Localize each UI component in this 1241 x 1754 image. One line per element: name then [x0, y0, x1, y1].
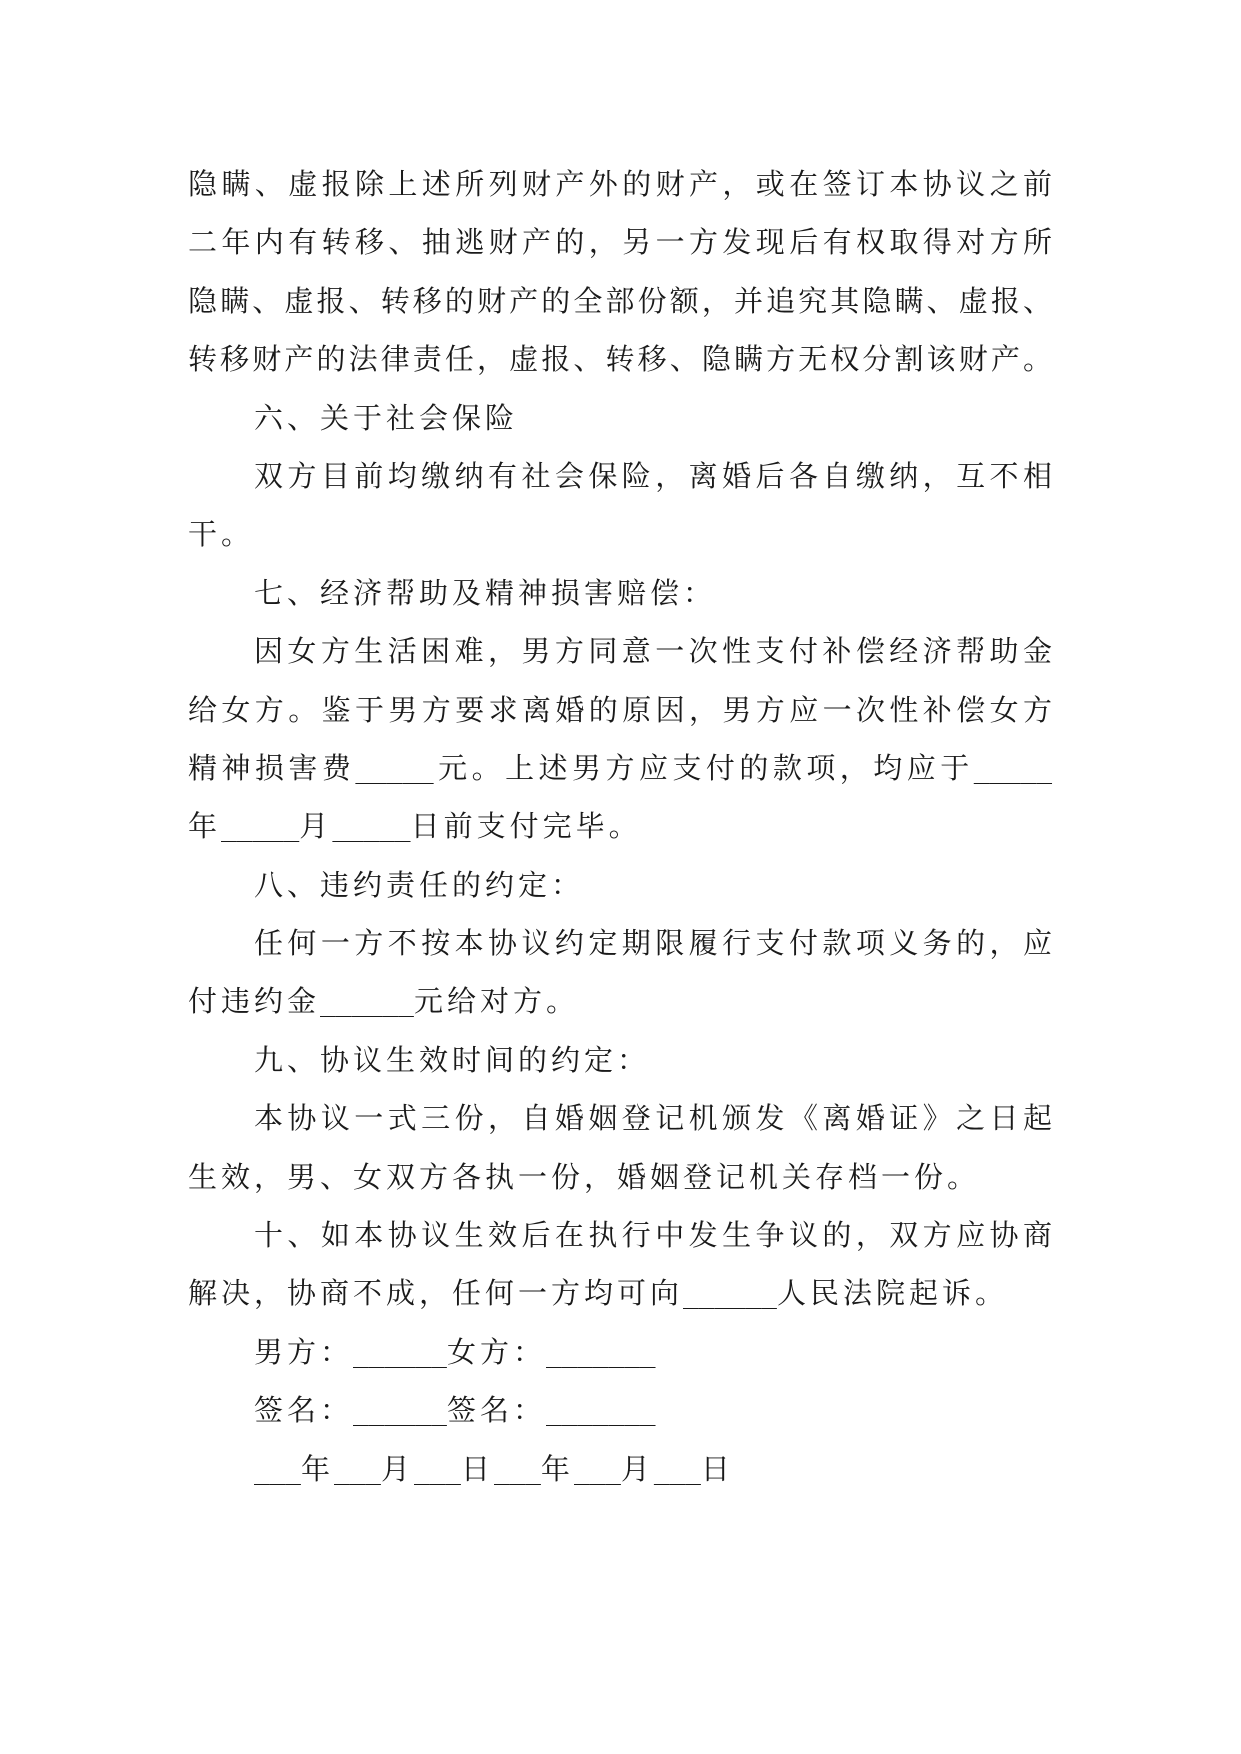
text-line: 生效，男、女双方各执一份，婚姻登记机关存档一份。: [188, 1159, 981, 1194]
text-line: 干。: [188, 517, 255, 552]
text-line: 年_____月_____日前支付完毕。: [188, 809, 642, 844]
fill-in-blank: _____: [355, 754, 434, 785]
text-line: 双方目前均缴纳有社会保险，离婚后各自缴纳，互不相: [254, 458, 1052, 493]
paragraph-breach-liability: [188, 914, 1052, 1031]
section-heading: 六、关于社会保险: [254, 400, 519, 435]
paragraph-dispute-resolution: [188, 1206, 1052, 1323]
document-page: [188, 155, 1052, 1498]
text-line: 隐瞒、虚报、转移的财产的全部份额，并追究其隐瞒、虚报、: [188, 283, 1052, 318]
fill-in-blank: ______: [320, 988, 414, 1019]
text-line: 本协议一式三份，自婚姻登记机颁发《离婚证》之日起: [254, 1101, 1052, 1136]
text-line: 给女方。鉴于男方要求离婚的原因，男方应一次性补偿女方: [188, 692, 1052, 727]
paragraph-effective-date: [188, 1089, 1052, 1206]
signature-line: 签名：______签名：_______: [254, 1393, 656, 1428]
text-line: 二年内有转移、抽逃财产的，另一方发现后有权取得对方所: [188, 225, 1052, 260]
section-heading: 八、违约责任的约定：: [254, 867, 585, 902]
fill-in-blank: ___: [333, 1455, 381, 1486]
signature-row-parties: [188, 1323, 1052, 1381]
heading-breach-liability: [188, 856, 1052, 914]
text-line: 因女方生活困难，男方同意一次性支付补偿经济帮助金: [254, 634, 1052, 669]
text-line: 任何一方不按本协议约定期限履行支付款项义务的，应: [254, 926, 1052, 961]
text-line: 隐瞒、虚报除上述所列财产外的财产，或在签订本协议之前: [188, 167, 1052, 201]
fill-in-blank: _____: [973, 754, 1052, 785]
fill-in-blank: ______: [353, 1397, 447, 1428]
text-line: 精神损害费_____元。上述男方应支付的款项，均应于_____: [188, 750, 1052, 785]
heading-social-insurance: [188, 389, 1052, 447]
fill-in-blank: ___: [254, 1455, 301, 1486]
fill-in-blank: ___: [573, 1455, 621, 1486]
fill-in-blank: _______: [545, 1397, 656, 1428]
heading-compensation: [188, 564, 1052, 622]
fill-in-blank: _____: [332, 813, 411, 844]
signature-row-signatures: [188, 1381, 1052, 1439]
paragraph-compensation: [188, 622, 1052, 856]
date-line: ___年___月___日___年___月___日: [254, 1451, 734, 1486]
paragraph-asset-concealment: [188, 155, 1052, 389]
paragraph-social-insurance: [188, 447, 1052, 564]
fill-in-blank: ______: [353, 1338, 447, 1369]
section-heading: 七、经济帮助及精神损害赔偿：: [254, 575, 717, 610]
heading-effective-date: [188, 1031, 1052, 1089]
signature-line: 男方：______女方：_______: [254, 1334, 656, 1369]
section-heading: 九、协议生效时间的约定：: [254, 1042, 651, 1077]
fill-in-blank: ______: [683, 1280, 777, 1311]
text-line: 付违约金______元给对方。: [188, 984, 579, 1019]
signature-row-dates: [188, 1440, 1052, 1498]
fill-in-blank: _____: [221, 813, 300, 844]
text-line: 十、如本协议生效后在执行中发生争议的，双方应协商: [254, 1218, 1052, 1253]
fill-in-blank: ___: [653, 1455, 701, 1486]
fill-in-blank: ___: [413, 1455, 461, 1486]
text-line: 解决，协商不成，任何一方均可向______人民法院起诉。: [188, 1276, 1008, 1311]
text-line: 转移财产的法律责任，虚报、转移、隐瞒方无权分割该财产。: [188, 342, 1052, 377]
fill-in-blank: ___: [493, 1455, 541, 1486]
fill-in-blank: _______: [545, 1338, 656, 1369]
